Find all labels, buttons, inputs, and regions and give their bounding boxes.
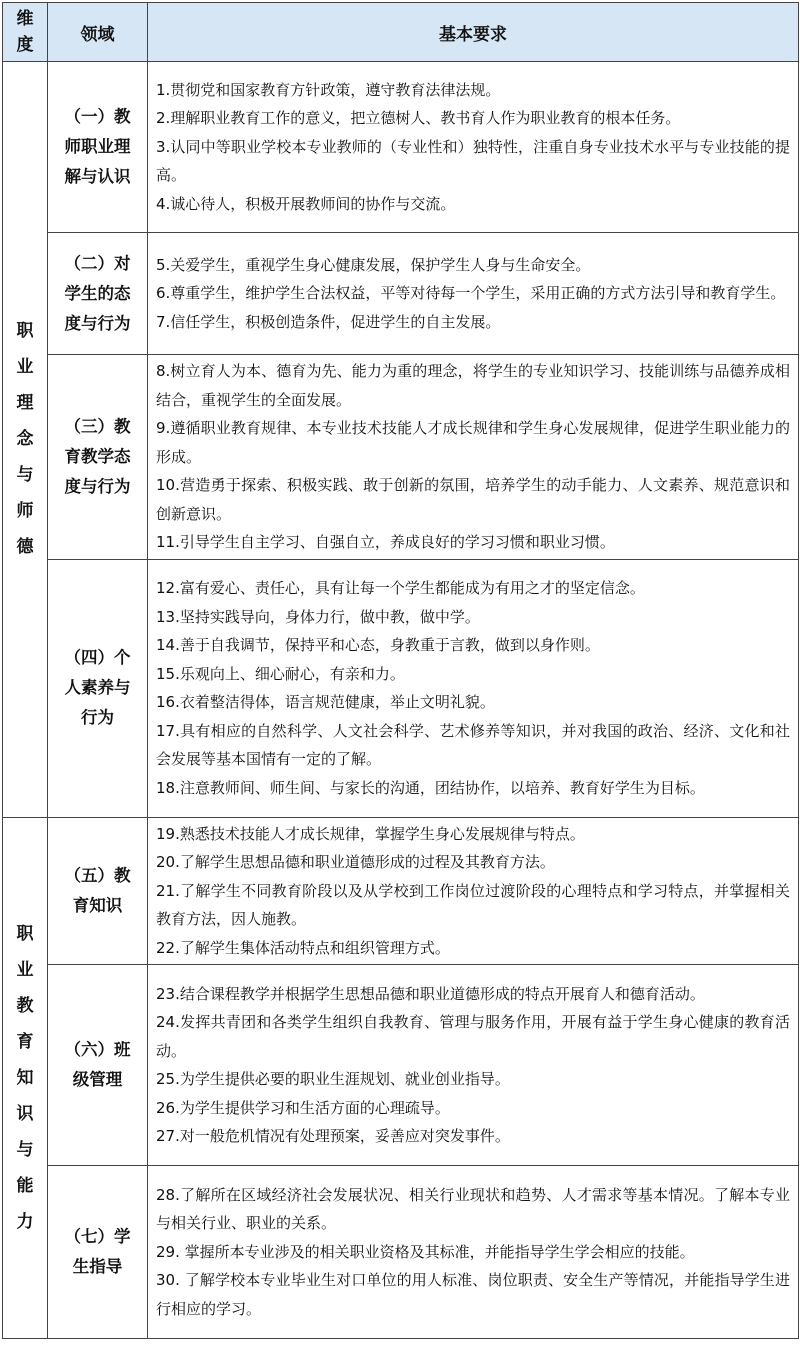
requirement-item: 22.了解学生集体活动特点和组织管理方式。 <box>156 938 450 957</box>
requirement-item: 18.注意教师间、师生间、与家长的沟通，团结协作，以培养、教育好学生为目标。 <box>156 778 705 797</box>
requirement-item: 13.坚持实践导向，身体力行，做中教，做中学。 <box>156 607 480 626</box>
table-row <box>3 233 799 355</box>
requirement-item: 9.遵循职业教育规律、本专业技术技能人才成长规律和学生身心发展规律，促进学生职业能力的形成。 <box>156 419 790 466</box>
requirement-item: 26.为学生提供学习和生活方面的心理疏导。 <box>156 1098 450 1117</box>
requirement-item: 3.认同中等职业学校本专业教师的（专业性和）独特性，注重自身专业技术水平与专业技能的提高。 <box>156 137 790 185</box>
table-row <box>3 559 799 817</box>
requirement-item: 28.了解所在区域经济社会发展状况、相关行业现状和趋势、人才需求等基本情况。了解本专业与相关行业、职业的关系。 <box>156 1185 790 1233</box>
area-cell <box>48 1166 148 1339</box>
requirements-cell <box>148 817 799 965</box>
area-cell <box>48 559 148 817</box>
table-row <box>3 62 799 233</box>
requirement-item: 15.乐观向上、细心耐心，有亲和力。 <box>156 664 405 683</box>
table-row <box>3 817 799 965</box>
area-label: （五）教育知识 <box>64 865 131 915</box>
requirement-item: 1.贯彻党和国家教育方针政策，遵守教育法律法规。 <box>156 80 501 99</box>
requirement-item: 25.为学生提供必要的职业生涯规划、就业创业指导。 <box>156 1070 510 1088</box>
header-dimension-label: 维度 <box>16 9 34 55</box>
dimension-cell-vocational-knowledge <box>3 817 48 1339</box>
requirement-item: 19.熟悉技术技能人才成长规律，掌握学生身心发展规律与特点。 <box>156 824 585 843</box>
requirements-cell <box>148 233 799 355</box>
area-cell <box>48 233 148 355</box>
area-label: （六）班级管理 <box>64 1040 131 1089</box>
requirement-item: 2.理解职业教育工作的意义，把立德树人、教书育人作为职业教育的根本任务。 <box>156 109 681 128</box>
requirement-item: 12.富有爱心、责任心，具有让每一个学生都能成为有用之才的坚定信念。 <box>156 579 645 597</box>
header-dimension <box>3 3 48 62</box>
header-area: 领域 <box>48 3 148 62</box>
area-cell <box>48 817 148 965</box>
area-label: （二）对学生的态度与行为 <box>64 253 131 333</box>
area-label: （一）教师职业理解与认识 <box>64 107 131 186</box>
dimension-cell-professional-ethics <box>3 62 48 818</box>
requirement-item: 20.了解学生思想品德和职业道德形成的过程及其教育方法。 <box>156 853 555 871</box>
teacher-standards-table <box>2 2 799 1339</box>
table-row <box>3 355 799 560</box>
area-cell <box>48 965 148 1166</box>
dimension-label: 职业理念与师德 <box>16 321 34 558</box>
requirement-item: 4.诚心待人，积极开展教师间的协作与交流。 <box>156 194 456 213</box>
requirement-item: 5.关爱学生，重视学生身心健康发展，保护学生人身与生命安全。 <box>156 255 591 274</box>
requirements-cell <box>148 355 799 560</box>
requirement-item: 6.尊重学生，维护学生合法权益，平等对待每一个学生，采用正确的方式方法引导和教育学生。 <box>156 284 786 303</box>
requirement-item: 7.信任学生，积极创造条件，促进学生的自主发展。 <box>156 312 501 331</box>
requirement-item: 29. 掌握所本专业涉及的相关职业资格及其标准，并能指导学生学会相应的技能。 <box>156 1242 695 1261</box>
area-label: （四）个人素养与行为 <box>64 648 131 727</box>
header-requirements: 基本要求 <box>148 3 799 62</box>
requirement-item: 10.营造勇于探索、积极实践、敢于创新的氛围，培养学生的动手能力、人文素养、规范意识和创新意识。 <box>156 476 790 523</box>
area-label: （七）学生指导 <box>64 1227 131 1276</box>
requirement-item: 14.善于自我调节，保持平和心态，身教重于言教，做到以身作则。 <box>156 636 600 654</box>
requirements-cell <box>148 965 799 1166</box>
requirement-item: 30. 了解学校本专业毕业生对口单位的用人标准、岗位职责、安全生产等情况，并能指导学生进行相应的学习。 <box>156 1271 790 1318</box>
requirements-cell <box>148 559 799 817</box>
requirement-item: 23.结合课程教学并根据学生思想品德和职业道德形成的特点开展育人和德育活动。 <box>156 984 705 1003</box>
requirement-item: 24.发挥共青团和各类学生组织自我教育、管理与服务作用，开展有益于学生身心健康的教育活动。 <box>156 1013 790 1060</box>
requirement-item: 11.引导学生自主学习、自强自立，养成良好的学习习惯和职业习惯。 <box>156 533 615 551</box>
table-header-row <box>3 3 799 62</box>
area-cell <box>48 62 148 233</box>
requirements-cell <box>148 62 799 233</box>
requirement-item: 21.了解学生不同教育阶段以及从学校到工作岗位过渡阶段的心理特点和学习特点，并掌握相关教育方法，因人施教。 <box>156 881 790 928</box>
requirement-item: 16.衣着整洁得体，语言规范健康，举止文明礼貌。 <box>156 693 495 711</box>
table-row <box>3 1166 799 1339</box>
area-cell <box>48 355 148 560</box>
requirement-item: 17.具有相应的自然科学、人文社会科学、艺术修养等知识，并对我国的政治、经济、文化和社会发展等基本国情有一定的了解。 <box>156 721 790 768</box>
requirement-item: 27.对一般危机情况有处理预案，妥善应对突发事件。 <box>156 1127 510 1145</box>
area-label: （三）教育教学态度与行为 <box>64 416 131 496</box>
dimension-label: 职业教育知识与能力 <box>16 923 34 1232</box>
table-row <box>3 965 799 1166</box>
requirements-cell <box>148 1166 799 1339</box>
requirement-item: 8.树立育人为本、德育为先、能力为重的理念，将学生的专业知识学习、技能训练与品德养成相结合，重视学生的全面发展。 <box>156 362 790 409</box>
